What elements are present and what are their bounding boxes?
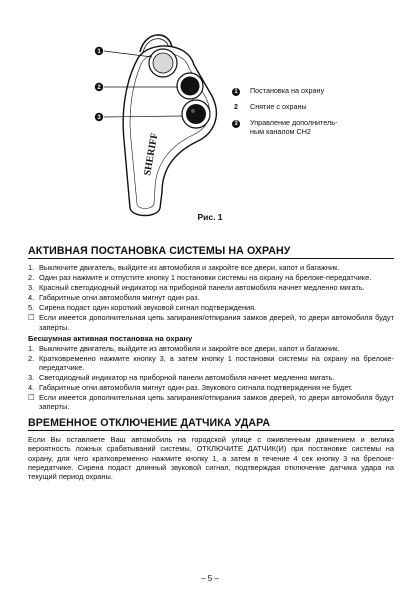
legend-item xyxy=(232,102,412,112)
steps-list xyxy=(28,263,394,332)
section-2-paragraph: Если Вы оставляете Ваш автомобиль на городской улице с оживленным движением и велика вероятность ложных срабатываний системы, ОТКЛЮЧИТЕ ДАТЧИК(И) при постановке системы на охрану, для чего кратковременно нажмите кнопку 1, а затем в течение 4 сек кнопку 3 на брелоке-передатчике. Сирена подаст длинный звуковой сигнал, подтверждая отключение датчика удара на текущий период охраны. xyxy=(28,435,394,481)
legend-text-2: Снятие с охраны xyxy=(250,102,307,111)
list-item: 2. Один раз нажмите и отпустите кнопку 1 постановки системы на охрану на брелоке-передатчике. xyxy=(28,273,372,283)
legend-text-1: Постановка на охрану xyxy=(250,86,325,95)
page-number: – 5 – xyxy=(201,574,219,583)
list-item: 1. Выключите двигатель, выйдите из автомобиля и закройте все двери, капот и багажник. xyxy=(28,343,340,353)
legend-item xyxy=(232,118,412,136)
button-2 xyxy=(181,77,200,96)
figure-legend xyxy=(232,86,412,142)
section-2-title: ВРЕМЕННОЕ ОТКЛЮЧЕНИЕ ДАТЧИКА УДАРА xyxy=(28,417,394,431)
list-item: 4. Габаритные огни автомобиля мигнут один раз. Звукового сигнала подтверждения не будет. xyxy=(28,383,353,393)
svg-text:3: 3 xyxy=(97,115,101,122)
list-item: 3. Светодиодный индикатор на приборной панели автомобиля начнет медленно мигать. xyxy=(28,372,335,382)
list-item: ☐ Если имеется дополнительная цепь запирания/отпирания замков дверей, то двери автомобиля будут заперты. xyxy=(28,393,394,412)
figure-1 xyxy=(0,0,420,230)
silent-steps-list xyxy=(28,344,394,412)
list-item: 2. Кратковременно нажмите кнопку 3, а затем кнопку 1 постановки системы на охрану на брелоке-передатчике. xyxy=(28,353,394,372)
svg-text:2: 2 xyxy=(97,85,101,92)
legend-num-2: 2 xyxy=(234,104,238,111)
button-3 xyxy=(186,104,206,124)
list-item: 4. Габаритные огни автомобиля мигнут один раз. xyxy=(28,293,200,303)
button-1 xyxy=(153,53,173,73)
legend-num-1: 1 xyxy=(232,88,240,96)
section-1-title: АКТИВНАЯ ПОСТАНОВКА СИСТЕМЫ НА ОХРАНУ xyxy=(28,245,394,259)
main-content xyxy=(28,245,394,481)
svg-text:1: 1 xyxy=(97,49,101,56)
list-item: 3. Красный светодиодный индикатор на приборной панели автомобиля начнет медленно мигать. xyxy=(28,283,365,293)
silent-arming-subtitle: Бесшумная активная постановка на охрану xyxy=(28,333,193,343)
list-item: ☐ Если имеется дополнительная цепь запирания/отпирания замков дверей, то двери автомобиля будут заперты. xyxy=(28,313,394,332)
legend-text-3: Управление дополнитель- ным каналом CH2 xyxy=(250,118,338,136)
list-item: 5. Сирена подаст один короткий звуковой сигнал подтверждения. xyxy=(28,303,257,313)
list-item: 1. Выключите двигатель, выйдите из автомобиля и закройте все двери, капот и багажник. xyxy=(28,263,340,272)
brand-logo: SHERIFF xyxy=(142,131,161,177)
legend-num-3: 3 xyxy=(232,120,240,128)
section-2 xyxy=(28,417,394,480)
figure-caption: Рис. 1 xyxy=(197,212,223,222)
legend-item xyxy=(232,86,412,96)
